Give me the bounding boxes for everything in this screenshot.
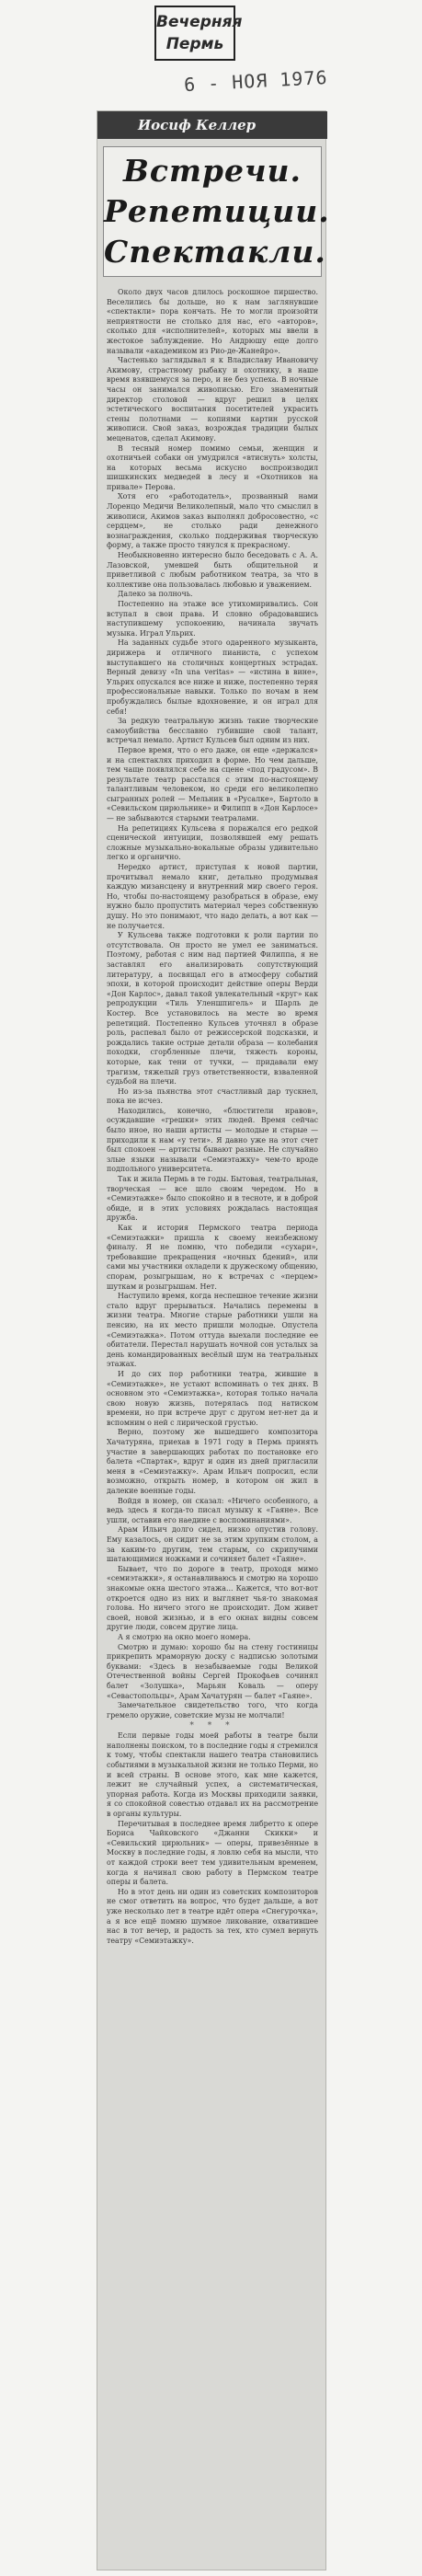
newspaper-article	[97, 110, 330, 2570]
article-paragraph: Далеко за полночь.	[118, 590, 193, 599]
article-paragraph: На заданных судьбе этого одаренного музыканта, дирижера и отличного пианиста, с успехом выступавшего на столичных концертных эстрадах. Верный девизу «In una veritas» — «истина в вине», Ульрих опускался все ниже и ниже, постепенно теряя профессиональные навыки. Только по ночам в нем пробуждались былые вдохновение, и он играл для себя!	[107, 638, 318, 716]
title-line-1: Встречи.	[122, 153, 302, 189]
article-paragraph: Но в этот день ни один из советских композиторов не смог ответить на вопрос, что будет дальше, а вот уже несколько лет в театре идёт опера «Снегурочка», а я все ещё помню шумное ликование, охватившее нас в тот вечер, и радость за тех, кто сумел вернуть театру «Семиэтажку».	[107, 1887, 318, 1945]
article-paragraph: На репетициях Кульсева я поражался его редкой сценической интуиции, позволявшей ему решать сложные музыкально-вокальные образы удивительно легко и органично.	[107, 823, 318, 862]
article-paragraph: Постепенно на этаже все утихомиривались. Сон вступал в свои права. И словно обрадовавшись наступившему успокоению, начинала звучать музыка. Играл Ульрих.	[107, 600, 318, 638]
masthead-line1: Вечерняя	[156, 13, 243, 31]
article-paragraph: За редкую театральную жизнь такие творческие самоубийства бесславно губившие свой талант, встречал немало. Артист Кульсев был одним из них.	[107, 717, 318, 745]
article-paragraph: Как и история Пермского театра периода «Семиэтажки» пришла к своему неизбежному финалу. Я не помню, что победили «сухари», требовавшие прекращения «ночных бдений», или сами мы участники охладели к дружескому общению, спорам, розыгрышам, но к встречах с «перцем» шуткам и розыгрышам. Нет.	[107, 1224, 318, 1291]
article-paragraph: В тесный номер помимо семьи, женщин и охотничьей собаки он умудрился «втиснуть» холсты, на которых весьма искусно воспроизводил шишкинских медведей в лесу и «Охотников на привале» Перова.	[107, 443, 318, 491]
title-line-3: Спектакли.	[104, 234, 326, 270]
article-paragraph: Бывает, что по дороге в театр, проходя мимо «семиэтажки», я останавливаюсь и смотрю на хорошо знакомые окна шестого этажа... Кажется, что вот-вот откроется одно из них и выглянет чья-то знакомая голова. Но ничего этого не происходит. Дом живет своей, новой жизнью, и в его окнах видны совсем другие люди, совсем другие лица.	[107, 1564, 318, 1632]
body-section-4	[107, 1731, 318, 1946]
article-paragraph: Частенько заглядывал я к Владиславу Ивановичу Акимову, страстному рыбаку и охотнику, в наше время взявшемуся за перо, и не без успеха. В ночные часы он занимался живописью. Его знаменитый директор столовой — вдруг решил в целях эстетического воспитания посетителей украсить стены полотнами — копиями картин русской живописи. Свой заказ, возрождая традиции былых меценатов, сделал Акимову.	[107, 356, 318, 443]
date-stamp: 6 - НОЯ 1976	[183, 65, 329, 97]
article-paragraph: Но из-за пьянства этот счастливый дар тускнел, пока не исчез.	[107, 1087, 318, 1106]
article-paragraph: Арам Ильич долго сидел, низко опустив голову. Ему казалось, он сидит не за этим хрупким столом, а за каким-то другим, тем старым, со скрипучими шатающимися ножками и сочиняет балет «Гаяне».	[107, 1525, 318, 1564]
article-paragraph: Верно, поэтому же вышедшего композитора Хачатуряна, приехав в 1971 году в Пермь принять участие в завершающих работах по постановке его балета «Спартак», вдруг и один из дней пригласили меня в «Семиэтажку». Арам Ильич попросил, если возможно, открыть номер, в котором он жил в далекие военные годы.	[107, 1428, 318, 1496]
article-paragraph: Первое время, что о его даже, он еще «держался» и на спектаклях приходил в форме. Но чем дальше, тем чаще появлялся себе на сцене «под градусом». В результате театр расстался с этим по-настоящему талантливым человеком, но среди его великолепно сыгранных ролей — Мельник в «Русалке», Бартоло в «Севильском цирюльнике» и Филипп в «Дон Карлосе» — не забываются старыми театралами.	[107, 745, 318, 823]
article-paragraph: Войдя в номер, он сказал: «Ничего особенного, а ведь здесь я когда-то писал музыку к «Гаяне». Все ушли, оставив его наедине с воспоминаниями».	[107, 1496, 318, 1524]
article-paragraph: Около двух часов длилось роскошное пиршество. Веселились бы дольше, но к нам заглянувшие «спектакли» пора кончать. Не то могли произойти неприятности не столько для нас, его «авторов», сколько для «исполнителей», которых мы ввели в жестокое заблуждение. Но Андрюшу еще долго называли «академиком из Рио-де-Жанейро».	[107, 288, 318, 355]
article-paragraph: Необыкновенно интересно было беседовать с А. А. Лазовской, умевшей быть общительной и приветливой с любым работником театра, за что в коллективе она пользовалась любовью и уважением.	[107, 551, 318, 589]
author-name: Иосиф Келлер	[97, 111, 327, 139]
masthead-line2: Пермь	[165, 35, 224, 53]
article-paragraph: У Кульсева также подготовки к роли партии по отсутствовала. Он просто не умел ее заниматься. Поэтому, работая с ним над партией Филиппа, я не заставлял его анализировать сопутствующий литературу, а посвящал его в атмосферу событий эпохи, в которой происходит действие оперы Верди «Дон Карлос», давал такой увлекательный «круг» как репродукции «Тиль Уленшпигель» и Шарль де Костер. Все установилось на месте во время репетиций. Постепенно Кульсев уточнял в образе роль, распевал было от режиссерской подсказки, и рождались такие острые детали образа — колебания походки, сгорбленные плечи, тяжесть короны, которые, как тени от тучки, — придавали ему трагизм, тяжелый груз ответственности, взваленной судьбой на плечи.	[107, 931, 318, 1087]
article-paragraph: Находились, конечно, «блюстители нравов», осуждавшие «грешки» этих людей. Время сейчас было иное, но наши артисты — молодые и старые — приходили к нам «у тети». Я давно уже на этот счет был спокоен — артисты бывают разные. Не случайно злые языки называли «Семиэтажку» чем-то вроде подпольного университета.	[107, 1106, 318, 1174]
section-separator: * * *	[189, 1721, 235, 1731]
article-paragraph: Наступило время, когда неспешное течение жизни стало вдруг прерываться. Начались перемены в жизни театра. Многие старые работники ушли на пенсию, на их место пришли молодые. Опустела «Семиэтажка». Потом оттуда выехали последние ее обитатели. Перестал нарушать ночной сон усталых за день командированных весёлый шум на театральных этажах.	[107, 1292, 318, 1369]
article-paragraph: Если первые годы моей работы в театре были наполнены поиском, то в последние годы я стремился к тому, чтобы спектакли нашего театра становились событиями в музыкальной жизни не только Перми, но и всей страны. В основе этого, как мне кажется, лежит не случайный успех, а систематическая, упорная работа. Когда из Москвы приходили заявки, я со спокойной совестью отдавал их на рассмотрение в органы культуры.	[107, 1731, 318, 1819]
article-body	[107, 288, 318, 1946]
article-paragraph: Перечитывая в последнее время либретто к опере Бориса Чайковского «Джанни Скикки» и «Севильский цирюльник» — оперы, привезённые в Москву в последние годы, я ловлю себя на мысли, что от каждой строки веет тем удивительным временем, когда я начинал свою работу в Пермском театре оперы и балета.	[107, 1819, 318, 1887]
article-paragraph: Хотя его «работодатель», прозванный нами Лоренцо Медичи Великолепный, мало что смыслил в живописи, Акимов заказ выполнял добросовестно, «с сердцем», не столько ради денежного вознаграждения, сколько поддерживая творческую форму, а также просто тянулся к прекрасному.	[107, 492, 318, 550]
article-paragraph: Так и жила Пермь в те годы. Бытовая, театральная, творческая — все шло своим чередом. Но в «Семиэтажке» было спокойно и в тесноте, и в доброй обиде, и в этих условиях рождалась настоящая дружба.	[107, 1175, 318, 1223]
article-paragraph: Замечательное свидетельство того, что когда гремело оружие, советские музы не молчали!	[107, 1701, 318, 1719]
body-section-2	[107, 1087, 318, 1224]
title-line-2: Репетиции.	[104, 193, 330, 229]
article-paragraph: Смотрю и думаю: хорошо бы на стену гостиницы прикрепить мраморную доску с надписью золотыми буквами: «Здесь в незабываемые годы Великой Отечественной войны Сергей Прокофьев сочинял балет «Золушка», Марьян Коваль — оперу «Севастопольцы», Арам Хачатурян — балет «Гаяне».	[107, 1642, 318, 1700]
article-paragraph: И до сих пор работники театра, жившие в «Семиэтажке», не устают вспоминать о тех днях. В основном это «Семиэтажка», которая только начала свою новую жизнь, потерялась под натиском времени, но при встрече друг с другом нет-нет да и вспомним о ней с лирической грустью.	[107, 1369, 318, 1427]
body-section-1	[107, 288, 318, 1087]
article-paragraph: Нередко артист, приступая к новой партии, прочитывал немало книг, детально продумывая каждую мизансцену и внутренний мир своего героя. Но, чтобы по-настоящему разобраться в образе, ему нужно было пропустить материал через собственную душу. Но это понимают, что надо делать, а вот как — не получается.	[107, 863, 318, 930]
body-section-3	[107, 1224, 318, 1720]
article-paragraph: А я смотрю на окно моего номера.	[118, 1632, 251, 1641]
article-title	[103, 146, 330, 277]
newspaper-masthead	[154, 6, 243, 61]
